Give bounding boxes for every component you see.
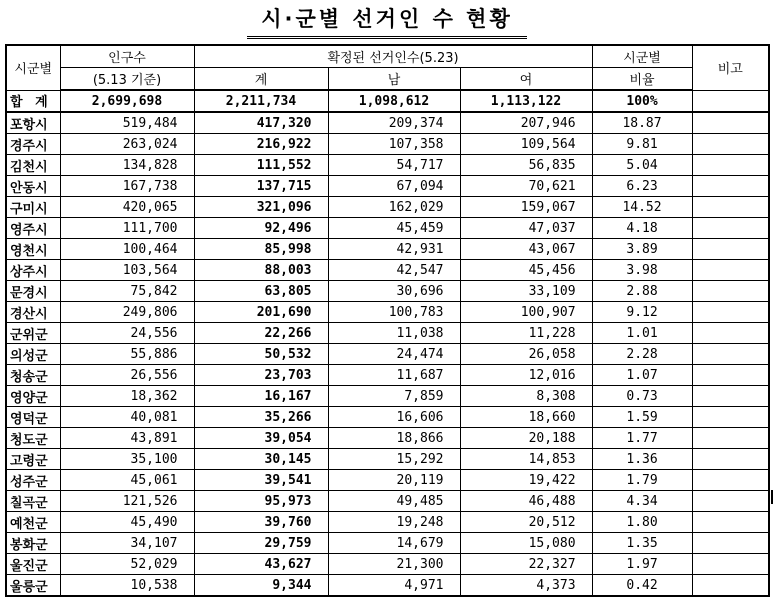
cell-name: 울릉군 <box>6 575 60 597</box>
cell-total: 88,003 <box>194 260 328 281</box>
total-name: 합 계 <box>6 90 60 112</box>
cell-male: 42,931 <box>328 239 460 260</box>
cell-total: 201,690 <box>194 302 328 323</box>
table-row <box>6 260 769 281</box>
cell-male: 19,248 <box>328 512 460 533</box>
cell-total: 35,266 <box>194 407 328 428</box>
table-row <box>6 239 769 260</box>
cell-ratio: 1.35 <box>592 533 692 554</box>
cell-ratio: 18.87 <box>592 112 692 134</box>
cell-total: 85,998 <box>194 239 328 260</box>
table-row <box>6 197 769 218</box>
cell-population: 111,700 <box>60 218 194 239</box>
cell-male: 209,374 <box>328 112 460 134</box>
cell-total: 22,266 <box>194 323 328 344</box>
cell-female: 47,037 <box>460 218 592 239</box>
cell-male: 107,358 <box>328 134 460 155</box>
cell-male: 4,971 <box>328 575 460 597</box>
cell-note <box>692 512 769 533</box>
header-male: 남 <box>328 68 460 91</box>
cell-female: 20,188 <box>460 428 592 449</box>
cell-name: 문경시 <box>6 281 60 302</box>
header-ratio-line1: 시군별 <box>592 45 692 68</box>
cell-population: 249,806 <box>60 302 194 323</box>
cell-name: 영덕군 <box>6 407 60 428</box>
cell-name: 경주시 <box>6 134 60 155</box>
cell-population: 167,738 <box>60 176 194 197</box>
cell-female: 56,835 <box>460 155 592 176</box>
cell-ratio: 6.23 <box>592 176 692 197</box>
cell-male: 16,606 <box>328 407 460 428</box>
cell-note <box>692 260 769 281</box>
cell-name: 울진군 <box>6 554 60 575</box>
cell-female: 18,660 <box>460 407 592 428</box>
cell-total: 39,541 <box>194 470 328 491</box>
total-male: 1,098,612 <box>328 90 460 112</box>
table-row <box>6 470 769 491</box>
cell-note <box>692 176 769 197</box>
cell-total: 137,715 <box>194 176 328 197</box>
header-ratio-line2: 비율 <box>592 68 692 91</box>
cell-name: 상주시 <box>6 260 60 281</box>
cell-name: 예천군 <box>6 512 60 533</box>
cell-name: 영천시 <box>6 239 60 260</box>
cell-total: 9,344 <box>194 575 328 597</box>
cell-total: 30,145 <box>194 449 328 470</box>
cell-ratio: 0.42 <box>592 575 692 597</box>
cell-male: 54,717 <box>328 155 460 176</box>
cell-total: 216,922 <box>194 134 328 155</box>
cell-population: 75,842 <box>60 281 194 302</box>
cell-note <box>692 218 769 239</box>
cell-total: 50,532 <box>194 344 328 365</box>
cell-note <box>692 281 769 302</box>
table-row <box>6 491 769 512</box>
cell-note <box>692 470 769 491</box>
table-row <box>6 344 769 365</box>
cell-population: 10,538 <box>60 575 194 597</box>
header-female: 여 <box>460 68 592 91</box>
cell-female: 45,456 <box>460 260 592 281</box>
cell-name: 안동시 <box>6 176 60 197</box>
header-row-2 <box>6 68 769 91</box>
cell-total: 43,627 <box>194 554 328 575</box>
cell-ratio: 9.81 <box>592 134 692 155</box>
table-row <box>6 302 769 323</box>
cell-note <box>692 386 769 407</box>
cell-note <box>692 112 769 134</box>
cell-total: 29,759 <box>194 533 328 554</box>
cell-total: 92,496 <box>194 218 328 239</box>
cell-note <box>692 491 769 512</box>
header-region: 시군별 <box>6 45 60 90</box>
header-row-1 <box>6 45 769 68</box>
cell-ratio: 1.80 <box>592 512 692 533</box>
cell-total: 23,703 <box>194 365 328 386</box>
cell-male: 24,474 <box>328 344 460 365</box>
total-note <box>692 90 769 112</box>
cell-total: 39,054 <box>194 428 328 449</box>
cell-name: 경산시 <box>6 302 60 323</box>
cell-population: 519,484 <box>60 112 194 134</box>
cell-female: 207,946 <box>460 112 592 134</box>
cell-name: 청송군 <box>6 365 60 386</box>
header-note: 비고 <box>692 45 769 90</box>
cell-male: 30,696 <box>328 281 460 302</box>
cell-female: 43,067 <box>460 239 592 260</box>
cell-name: 영주시 <box>6 218 60 239</box>
title-wrapper <box>0 6 774 39</box>
cell-male: 67,094 <box>328 176 460 197</box>
page-title: 시·군별 선거인 수 현황 <box>247 6 526 39</box>
cell-population: 18,362 <box>60 386 194 407</box>
cell-male: 21,300 <box>328 554 460 575</box>
table-row <box>6 155 769 176</box>
cell-population: 52,029 <box>60 554 194 575</box>
cell-ratio: 14.52 <box>592 197 692 218</box>
header-confirmed: 확정된 선거인수(5.23) <box>194 45 592 68</box>
cell-population: 55,886 <box>60 344 194 365</box>
cell-ratio: 4.18 <box>592 218 692 239</box>
cell-population: 34,107 <box>60 533 194 554</box>
cell-ratio: 1.36 <box>592 449 692 470</box>
cell-note <box>692 134 769 155</box>
table-row <box>6 386 769 407</box>
cell-note <box>692 239 769 260</box>
voter-table <box>5 44 770 597</box>
cell-total: 39,760 <box>194 512 328 533</box>
cell-total: 321,096 <box>194 197 328 218</box>
cell-male: 100,783 <box>328 302 460 323</box>
cell-female: 159,067 <box>460 197 592 218</box>
cell-population: 35,100 <box>60 449 194 470</box>
cell-ratio: 3.89 <box>592 239 692 260</box>
header-population: 인구수 <box>60 45 194 68</box>
cell-note <box>692 197 769 218</box>
cell-female: 109,564 <box>460 134 592 155</box>
cell-name: 영양군 <box>6 386 60 407</box>
cell-name: 구미시 <box>6 197 60 218</box>
cell-note <box>692 365 769 386</box>
cell-note <box>692 554 769 575</box>
cell-name: 의성군 <box>6 344 60 365</box>
cell-female: 19,422 <box>460 470 592 491</box>
cell-population: 263,024 <box>60 134 194 155</box>
total-total: 2,211,734 <box>194 90 328 112</box>
table-row <box>6 323 769 344</box>
header-population-basis: (5.13 기준) <box>60 68 194 91</box>
cell-female: 100,907 <box>460 302 592 323</box>
cell-population: 100,464 <box>60 239 194 260</box>
cell-male: 18,866 <box>328 428 460 449</box>
total-ratio: 100% <box>592 90 692 112</box>
cell-note <box>692 449 769 470</box>
cell-male: 14,679 <box>328 533 460 554</box>
cell-female: 11,228 <box>460 323 592 344</box>
cell-note <box>692 428 769 449</box>
table-row <box>6 512 769 533</box>
table-row <box>6 575 769 597</box>
cell-population: 103,564 <box>60 260 194 281</box>
cell-female: 33,109 <box>460 281 592 302</box>
cell-female: 14,853 <box>460 449 592 470</box>
cell-male: 7,859 <box>328 386 460 407</box>
cell-note <box>692 533 769 554</box>
table-body <box>6 45 769 596</box>
cell-male: 11,038 <box>328 323 460 344</box>
table-row <box>6 365 769 386</box>
cell-male: 20,119 <box>328 470 460 491</box>
cell-total: 111,552 <box>194 155 328 176</box>
cell-male: 162,029 <box>328 197 460 218</box>
cell-ratio: 1.77 <box>592 428 692 449</box>
cell-population: 45,061 <box>60 470 194 491</box>
cell-name: 칠곡군 <box>6 491 60 512</box>
cell-ratio: 4.34 <box>592 491 692 512</box>
cell-note <box>692 575 769 597</box>
cell-ratio: 9.12 <box>592 302 692 323</box>
table-row <box>6 407 769 428</box>
cell-population: 26,556 <box>60 365 194 386</box>
table-row <box>6 449 769 470</box>
cell-total: 16,167 <box>194 386 328 407</box>
cell-female: 4,373 <box>460 575 592 597</box>
header-total: 계 <box>194 68 328 91</box>
cell-note <box>692 302 769 323</box>
table-row <box>6 428 769 449</box>
cell-female: 26,058 <box>460 344 592 365</box>
cell-total: 95,973 <box>194 491 328 512</box>
cell-ratio: 1.07 <box>592 365 692 386</box>
cell-population: 420,065 <box>60 197 194 218</box>
cell-ratio: 0.73 <box>592 386 692 407</box>
cell-name: 군위군 <box>6 323 60 344</box>
total-population: 2,699,698 <box>60 90 194 112</box>
cell-name: 성주군 <box>6 470 60 491</box>
edge-marker <box>771 490 773 504</box>
cell-note <box>692 407 769 428</box>
table-row <box>6 281 769 302</box>
cell-ratio: 1.79 <box>592 470 692 491</box>
table-row <box>6 176 769 197</box>
cell-population: 43,891 <box>60 428 194 449</box>
cell-female: 46,488 <box>460 491 592 512</box>
cell-female: 15,080 <box>460 533 592 554</box>
cell-ratio: 2.88 <box>592 281 692 302</box>
table-row <box>6 112 769 134</box>
cell-male: 11,687 <box>328 365 460 386</box>
cell-name: 청도군 <box>6 428 60 449</box>
cell-ratio: 3.98 <box>592 260 692 281</box>
cell-female: 8,308 <box>460 386 592 407</box>
cell-female: 22,327 <box>460 554 592 575</box>
cell-male: 49,485 <box>328 491 460 512</box>
table-row <box>6 218 769 239</box>
cell-note <box>692 344 769 365</box>
total-row <box>6 90 769 112</box>
cell-population: 45,490 <box>60 512 194 533</box>
cell-name: 김천시 <box>6 155 60 176</box>
table-row <box>6 554 769 575</box>
cell-ratio: 5.04 <box>592 155 692 176</box>
cell-ratio: 1.01 <box>592 323 692 344</box>
table-row <box>6 533 769 554</box>
cell-name: 고령군 <box>6 449 60 470</box>
cell-male: 42,547 <box>328 260 460 281</box>
cell-female: 12,016 <box>460 365 592 386</box>
cell-ratio: 1.59 <box>592 407 692 428</box>
cell-name: 봉화군 <box>6 533 60 554</box>
total-female: 1,113,122 <box>460 90 592 112</box>
cell-population: 121,526 <box>60 491 194 512</box>
cell-male: 15,292 <box>328 449 460 470</box>
cell-total: 63,805 <box>194 281 328 302</box>
cell-female: 20,512 <box>460 512 592 533</box>
cell-population: 40,081 <box>60 407 194 428</box>
cell-ratio: 1.97 <box>592 554 692 575</box>
cell-note <box>692 323 769 344</box>
cell-female: 70,621 <box>460 176 592 197</box>
cell-population: 134,828 <box>60 155 194 176</box>
cell-name: 포항시 <box>6 112 60 134</box>
cell-population: 24,556 <box>60 323 194 344</box>
cell-ratio: 2.28 <box>592 344 692 365</box>
cell-male: 45,459 <box>328 218 460 239</box>
cell-total: 417,320 <box>194 112 328 134</box>
cell-note <box>692 155 769 176</box>
table-row <box>6 134 769 155</box>
